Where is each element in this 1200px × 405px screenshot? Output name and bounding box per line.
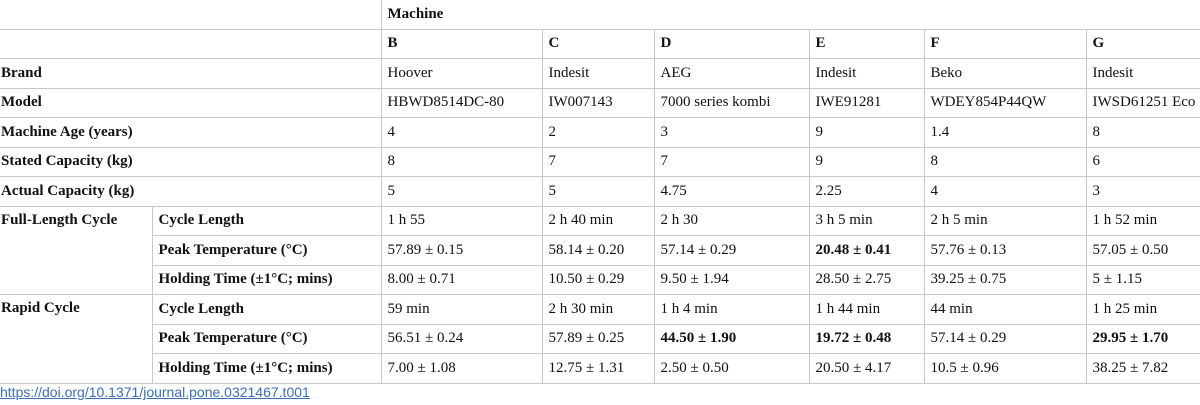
table-row: [0, 324, 1200, 354]
table-cell: 57.14 ± 0.29: [654, 236, 809, 266]
table-cell: 58.14 ± 0.20: [542, 236, 654, 266]
table-cell: 1 h 52 min: [1086, 206, 1200, 236]
table-cell: 2.50 ± 0.50: [654, 354, 809, 384]
table-row: [0, 295, 1200, 325]
table-cell: 44.50 ± 1.90: [654, 324, 809, 354]
table-cell: 9: [809, 118, 924, 148]
table-cell: 7.00 ± 1.08: [381, 354, 542, 384]
table-cell: Beko: [924, 59, 1086, 89]
table-cell: AEG: [654, 59, 809, 89]
table-row: [0, 59, 1200, 89]
table-cell: 5: [381, 177, 542, 207]
machine-header: E: [809, 29, 924, 59]
row-label: Model: [0, 88, 381, 118]
corner-cell: [0, 0, 381, 29]
table-cell: 2.25: [809, 177, 924, 207]
table-cell: 10.5 ± 0.96: [924, 354, 1086, 384]
table-row: [0, 206, 1200, 236]
corner-cell: [0, 29, 381, 59]
table-row: [0, 147, 1200, 177]
table-cell: 3: [654, 118, 809, 148]
table-cell: 20.48 ± 0.41: [809, 236, 924, 266]
table-cell: 10.50 ± 0.29: [542, 265, 654, 295]
table-cell: 7000 series kombi: [654, 88, 809, 118]
table-cell: IW007143: [542, 88, 654, 118]
table-row: [0, 0, 1200, 29]
table-row: [0, 265, 1200, 295]
table-cell: 57.89 ± 0.15: [381, 236, 542, 266]
table-cell: 7: [654, 147, 809, 177]
row-label: Machine Age (years): [0, 118, 381, 148]
table-cell: 57.76 ± 0.13: [924, 236, 1086, 266]
table-cell: 1 h 25 min: [1086, 295, 1200, 325]
table-cell: 39.25 ± 0.75: [924, 265, 1086, 295]
row-label: Holding Time (±1°C; mins): [152, 265, 381, 295]
machine-header: C: [542, 29, 654, 59]
table-cell: 4.75: [654, 177, 809, 207]
table-cell: 2 h 30: [654, 206, 809, 236]
table-cell: 2: [542, 118, 654, 148]
table-row: [0, 236, 1200, 266]
machine-header: D: [654, 29, 809, 59]
cycle-group-label: Full-Length Cycle: [0, 206, 152, 295]
table-cell: WDEY854P44QW: [924, 88, 1086, 118]
table-cell: 8: [381, 147, 542, 177]
row-label: Peak Temperature (°C): [152, 236, 381, 266]
table-row: [0, 177, 1200, 207]
table-cell: Indesit: [542, 59, 654, 89]
table-cell: 20.50 ± 4.17: [809, 354, 924, 384]
table-cell: 2 h 40 min: [542, 206, 654, 236]
cycle-group-label: Rapid Cycle: [0, 295, 152, 384]
doi-link[interactable]: https://doi.org/10.1371/journal.pone.0321467.t001: [0, 384, 310, 400]
row-label: Cycle Length: [152, 206, 381, 236]
row-label: Stated Capacity (kg): [0, 147, 381, 177]
table-cell: 8: [1086, 118, 1200, 148]
table-row: [0, 118, 1200, 148]
row-label: Holding Time (±1°C; mins): [152, 354, 381, 384]
row-label: Brand: [0, 59, 381, 89]
table-cell: 57.05 ± 0.50: [1086, 236, 1200, 266]
table-cell: Indesit: [1086, 59, 1200, 89]
table-cell: 3: [1086, 177, 1200, 207]
table-cell: 1.4: [924, 118, 1086, 148]
table-cell: 5 ± 1.15: [1086, 265, 1200, 295]
table-cell: 9: [809, 147, 924, 177]
table-cell: Hoover: [381, 59, 542, 89]
row-label: Peak Temperature (°C): [152, 324, 381, 354]
table-cell: Indesit: [809, 59, 924, 89]
table-cell: HBWD8514DC-80: [381, 88, 542, 118]
table-cell: 9.50 ± 1.94: [654, 265, 809, 295]
table-cell: 38.25 ± 7.82: [1086, 354, 1200, 384]
row-label: Actual Capacity (kg): [0, 177, 381, 207]
machine-header: F: [924, 29, 1086, 59]
table-cell: 1 h 44 min: [809, 295, 924, 325]
table-cell: 7: [542, 147, 654, 177]
table-row: [0, 88, 1200, 118]
table-cell: 57.14 ± 0.29: [924, 324, 1086, 354]
table-cell: 12.75 ± 1.31: [542, 354, 654, 384]
table-cell: 56.51 ± 0.24: [381, 324, 542, 354]
machine-header: G: [1086, 29, 1200, 59]
table-cell: 3 h 5 min: [809, 206, 924, 236]
table-cell: 29.95 ± 1.70: [1086, 324, 1200, 354]
table-cell: 2 h 30 min: [542, 295, 654, 325]
row-label: Cycle Length: [152, 295, 381, 325]
table-cell: 19.72 ± 0.48: [809, 324, 924, 354]
machine-header: B: [381, 29, 542, 59]
table-cell: 2 h 5 min: [924, 206, 1086, 236]
table-row: [0, 29, 1200, 59]
table-cell: 4: [924, 177, 1086, 207]
table-cell: 1 h 55: [381, 206, 542, 236]
table-cell: 28.50 ± 2.75: [809, 265, 924, 295]
table-cell: IWSD61251 Eco: [1086, 88, 1200, 118]
table-cell: 6: [1086, 147, 1200, 177]
table-cell: 57.89 ± 0.25: [542, 324, 654, 354]
table-cell: 44 min: [924, 295, 1086, 325]
table-cell: 1 h 4 min: [654, 295, 809, 325]
table-cell: 8.00 ± 0.71: [381, 265, 542, 295]
table-cell: 4: [381, 118, 542, 148]
table-cell: 5: [542, 177, 654, 207]
table-cell: 8: [924, 147, 1086, 177]
table-row: [0, 354, 1200, 384]
machine-group-header: Machine: [381, 0, 1200, 29]
table-cell: IWE91281: [809, 88, 924, 118]
table-cell: 59 min: [381, 295, 542, 325]
